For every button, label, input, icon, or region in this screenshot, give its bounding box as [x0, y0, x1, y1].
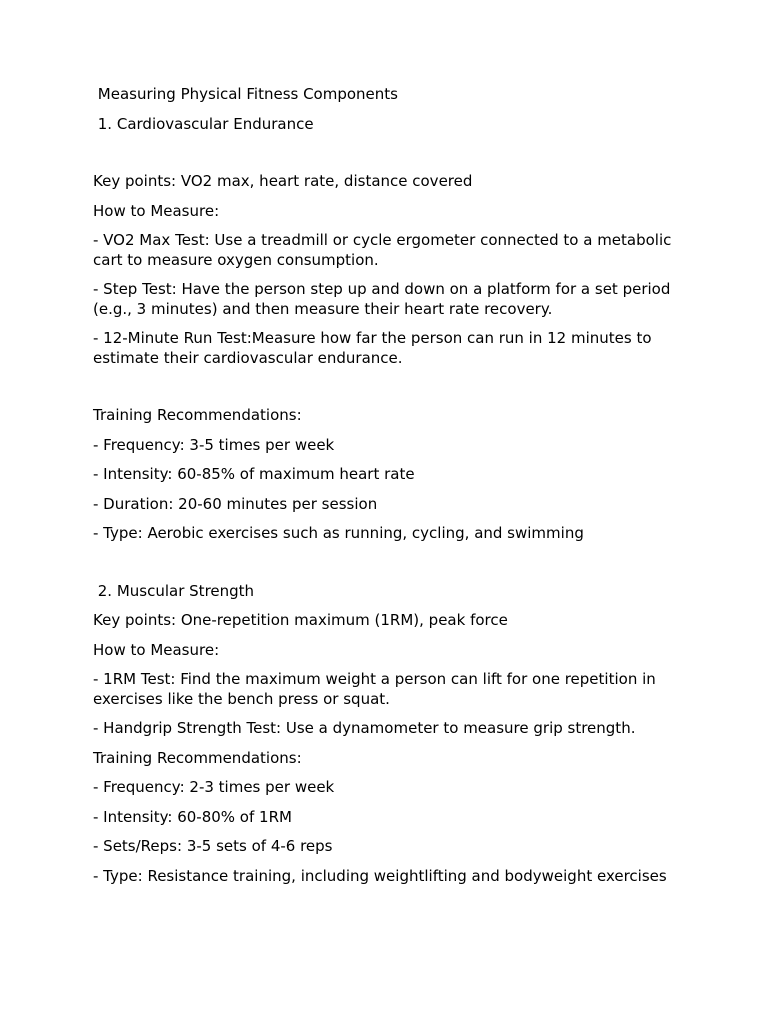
section2-heading: 2. Muscular Strength — [93, 581, 255, 600]
section1-measure-item: - 12-Minute Run Test:Measure how far the person can run in 12 minutes to estimate their cardiovascular endurance. — [93, 329, 652, 367]
section2-training-item: - Sets/Reps: 3-5 sets of 4-6 reps — [93, 837, 333, 855]
section2-training-item: - Frequency: 2-3 times per week — [93, 778, 335, 796]
section2-training-item: - Intensity: 60-80% of 1RM — [93, 807, 292, 826]
section1-heading: 1. Cardiovascular Endurance — [93, 114, 314, 133]
section1-training-item: - Duration: 20-60 minutes per session — [93, 494, 378, 513]
document-title: Measuring Physical Fitness Components — [93, 85, 398, 103]
section1-measure-item: - VO2 Max Test: Use a treadmill or cycle ergometer connected to a metabolic cart to measure oxygen consumption. — [93, 231, 672, 269]
section1-how-to-measure-label: How to Measure: — [93, 201, 220, 220]
section2-how-to-measure-label: How to Measure: — [93, 640, 220, 659]
section1-training-label: Training Recommendations: — [93, 406, 302, 424]
section1-training-item: - Frequency: 3-5 times per week — [93, 435, 335, 454]
section2-measure-item: - Handgrip Strength Test: Use a dynamometer to measure grip strength. — [93, 719, 636, 737]
document-page — [93, 85, 688, 886]
section2-measure-item: - 1RM Test: Find the maximum weight a person can lift for one repetition in exercises like the bench press or squat. — [93, 670, 656, 708]
section1-training-item: - Intensity: 60-85% of maximum heart rate — [93, 465, 415, 483]
section2-key-points: Key points: One-repetition maximum (1RM), peak force — [93, 611, 508, 629]
section1-key-points: Key points: VO2 max, heart rate, distance covered — [93, 172, 473, 190]
section2-training-label: Training Recommendations: — [93, 748, 302, 767]
section1-measure-item: - Step Test: Have the person step up and down on a platform for a set period (e.g., 3 minutes) and then measure their heart rate recovery. — [93, 280, 671, 318]
section1-training-item: - Type: Aerobic exercises such as running, cycling, and swimming — [93, 524, 584, 542]
section2-training-item: - Type: Resistance training, including weightlifting and bodyweight exercises — [93, 866, 667, 885]
